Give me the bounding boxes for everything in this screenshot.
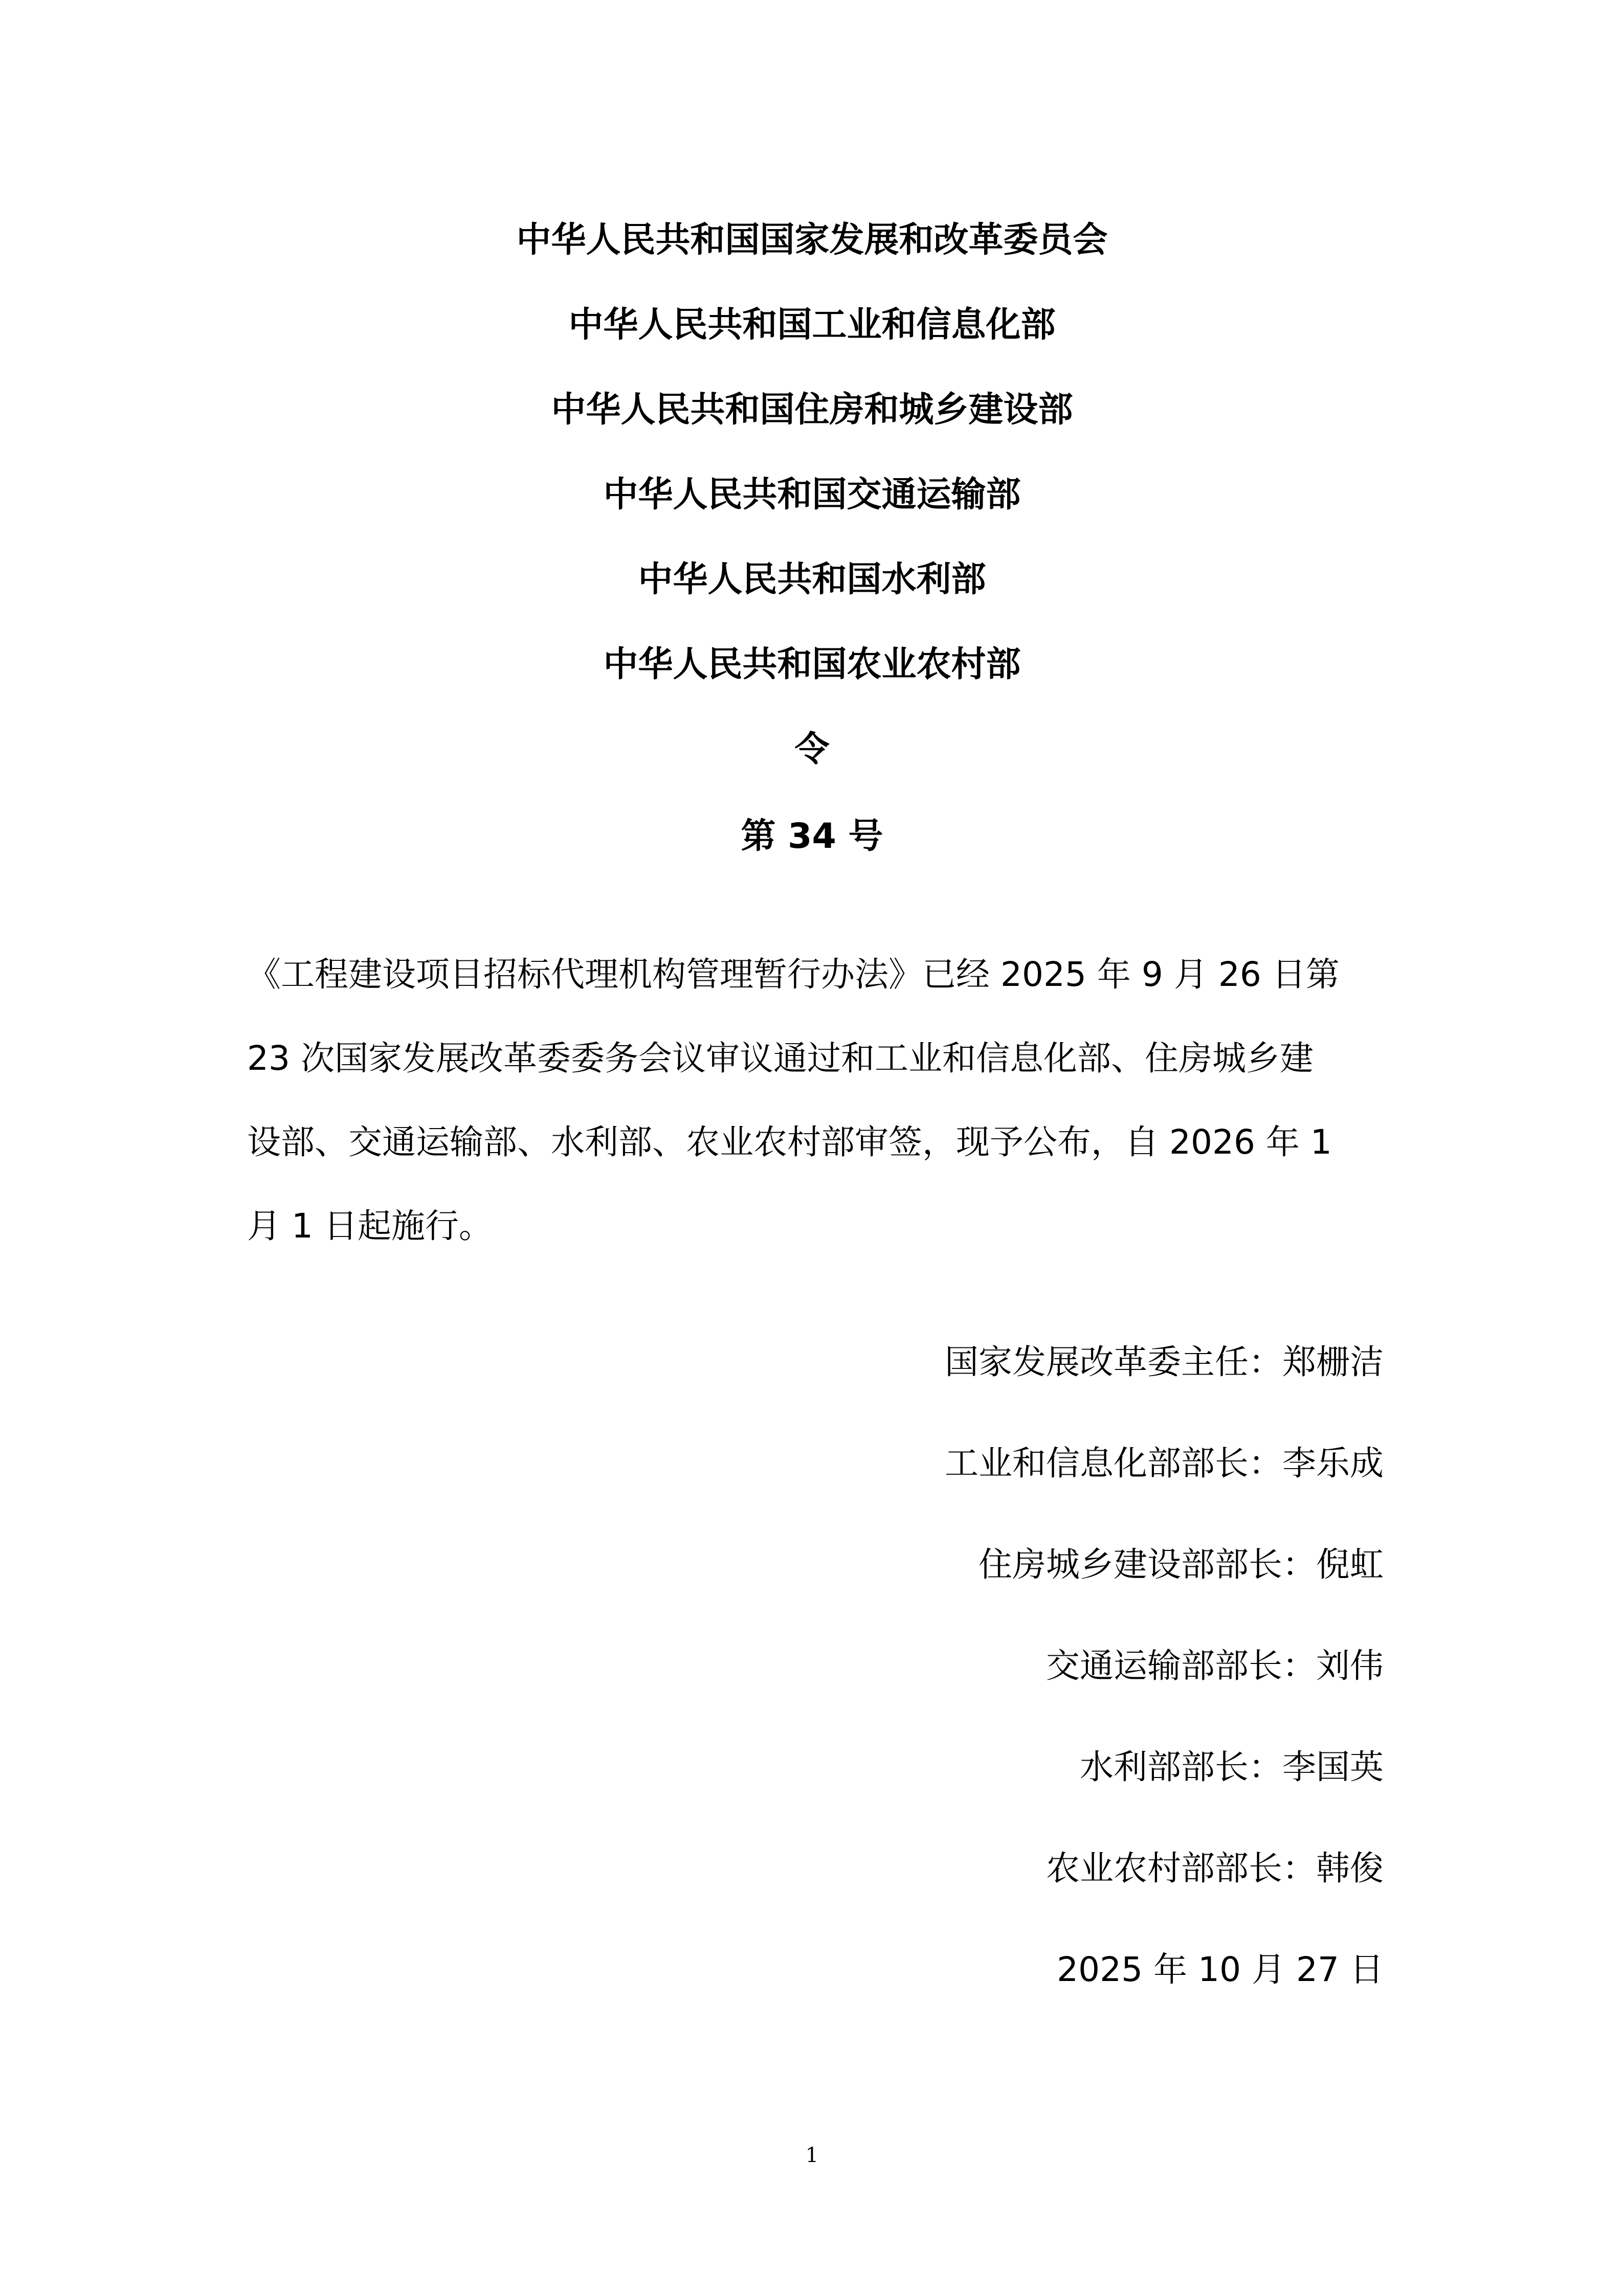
agency-line-mwr: 中华人民共和国水利部 <box>638 559 986 600</box>
signature-miit: 工业和信息化部部长：李乐成 <box>945 1444 1384 1483</box>
agency-line-mohurd: 中华人民共和国住房和城乡建设部 <box>551 390 1073 430</box>
body-line: 月 1 日起施行。 <box>247 1206 493 1246</box>
order-number: 第 34 号 <box>741 816 883 857</box>
agency-line-ndrc: 中华人民共和国国家发展和改革委员会 <box>516 220 1108 260</box>
body-line: 23 次国家发展改革委委务会议审议通过和工业和信息化部、住房城乡建 <box>247 1039 1314 1078</box>
order-word: 令 <box>794 729 830 770</box>
signature-mohurd: 住房城乡建设部部长：倪虹 <box>978 1545 1384 1584</box>
agency-line-moa: 中华人民共和国农业农村部 <box>603 644 1021 685</box>
page-number: 1 <box>805 2144 819 2167</box>
body-line: 《工程建设项目招标代理机构管理暂行办法》已经 2025 年 9 月 26 日第 <box>247 955 1340 994</box>
signature-mot: 交通运输部部长：刘伟 <box>1046 1646 1384 1685</box>
signature-moa: 农业农村部部长：韩俊 <box>1046 1849 1384 1888</box>
signature-mwr: 水利部部长：李国英 <box>1080 1747 1384 1787</box>
issue-date: 2025 年 10 月 27 日 <box>1057 1950 1384 1989</box>
body-line: 设部、交通运输部、水利部、农业农村部审签，现予公布，自 2026 年 1 <box>247 1122 1332 1162</box>
signature-ndrc: 国家发展改革委主任：郑栅洁 <box>945 1342 1384 1382</box>
agency-line-miit: 中华人民共和国工业和信息化部 <box>568 305 1056 345</box>
agency-line-mot: 中华人民共和国交通运输部 <box>603 475 1021 515</box>
